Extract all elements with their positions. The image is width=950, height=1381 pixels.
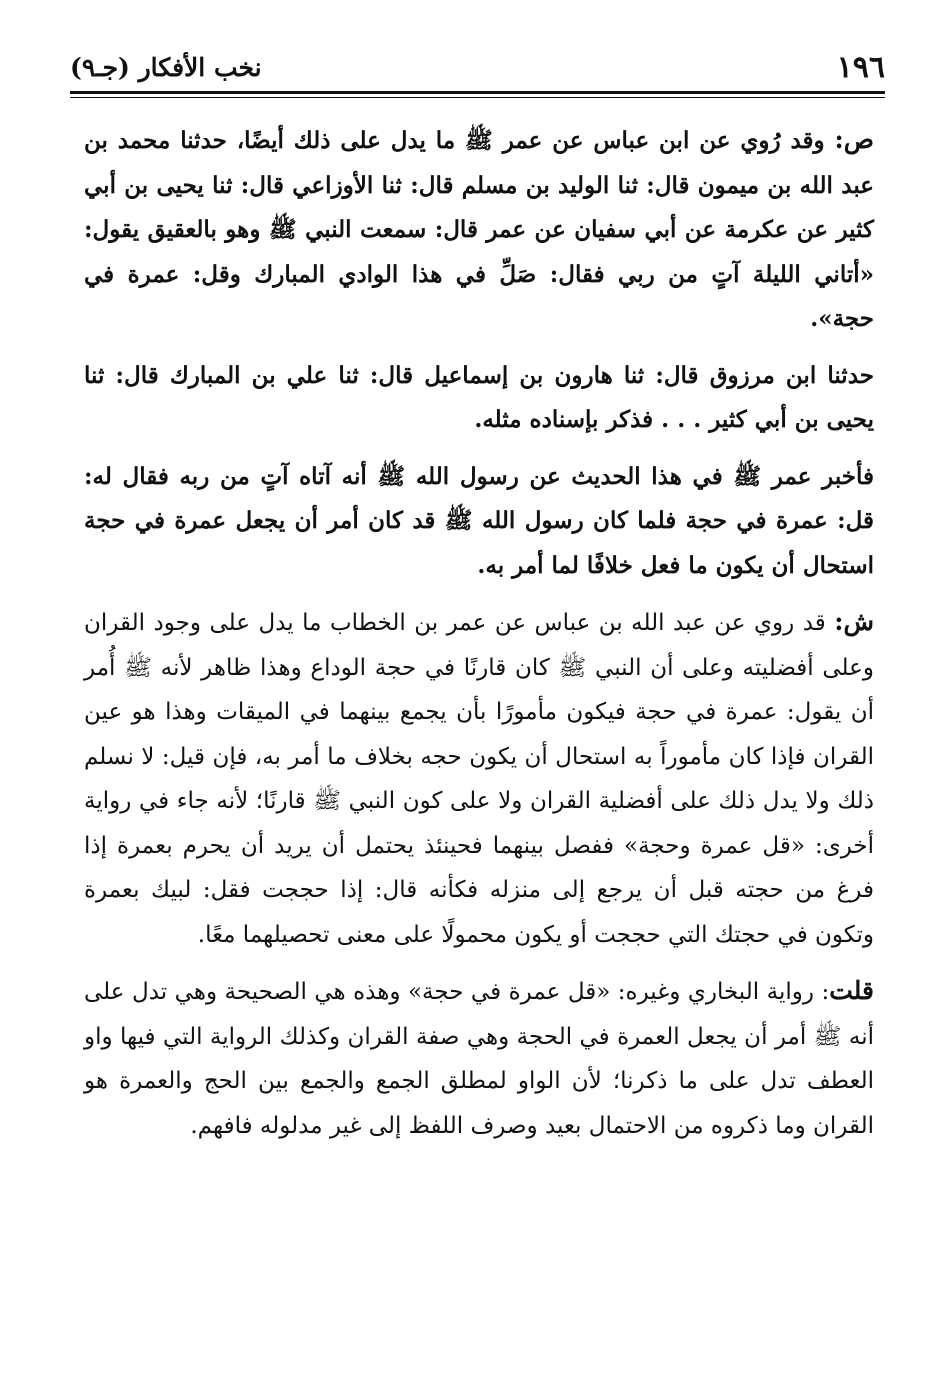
- paragraph-text: قد روي عن عبد الله بن عباس عن عمر بن الخطاب ما يدل على وجود القران وعلى أفضليته وعلى أن النبي ﷺ كان قارنًا في حجة الوداع وهذا ظاهر لأنه ﷺ أُمر أن يقول: عمرة في حجة فيكون مأمورًا بأن يجمع بينهما في الميقات وهذا هو عين القران فإذا كان مأموراً به استحال أن يكون حجه بخلاف ما أمر به، فإن قيل: لا نسلم ذلك ولا يدل ذلك على أفضلية القران ولا على كون النبي ﷺ قارنًا؛ لأنه جاء في رواية أخرى: «قل عمرة وحجة» ففصل بينهما فحينئذ يحتمل أن يريد أن يحرم بعمرة إذا فرغ من حجته قبل أن يرجع إلى منزله فكأنه قال: إذا حججت فقل: لبيك بعمرة وتكون في حجتك التي حججت أو يكون محمولًا على معنى تحصيلهما معًا.: [84, 610, 874, 948]
- paragraph-label: ص:: [834, 125, 874, 154]
- page-header: [70, 48, 885, 88]
- book-title: نخب الأفكار (جـ٩): [70, 53, 262, 82]
- page-number: ١٩٦: [836, 50, 885, 85]
- header-rule-thin: [70, 97, 885, 98]
- header-rule-thick: [70, 91, 885, 94]
- paragraph-label: قلت: [829, 976, 874, 1005]
- paragraph-matn-2: [84, 354, 874, 443]
- paragraph-text: : رواية البخاري وغيره: «قل عمرة في حجة» وهذه هي الصحيحة وهي تدل على أنه ﷺ أمر أن يجعل العمرة في الحجة وهي صفة القران وكذلك الرواية التي فيها واو العطف تدل على ما ذكرنا؛ لأن الواو لمطلق الجمع والجمع بين الحج والعمرة هو القران وما ذكروه من الاحتمال بعيد وصرف اللفظ إلى غير مدلوله فافهم.: [84, 979, 874, 1139]
- paragraph-text: فأخبر عمر ﷺ في هذا الحديث عن رسول الله ﷺ أنه آتاه آتٍ من ربه فقال له: قل: عمرة في حجة فلما كان رسول الله ﷺ قد كان أمر أن يجعل عمرة في حجة استحال أن يكون ما فعل خلافًا لما أمر به.: [84, 462, 874, 579]
- page-body: [84, 118, 874, 1148]
- paragraph-text: حدثنا ابن مرزوق قال: ثنا هارون بن إسماعيل قال: ثنا علي بن المبارك قال: ثنا يحيى بن أبي كثير . . . فذكر بإسناده مثله.: [84, 361, 874, 433]
- paragraph-matn-3: [84, 455, 874, 589]
- paragraph-sharh: [84, 600, 874, 957]
- paragraph-label: ش:: [834, 607, 874, 636]
- paragraph-qultu: [84, 969, 874, 1148]
- paragraph-matn-1: [84, 118, 874, 342]
- paragraph-text: وقد رُوي عن ابن عباس عن عمر ﷺ ما يدل على ذلك أيضًا، حدثنا محمد بن عبد الله بن ميمون قال: ثنا الوليد بن مسلم قال: ثنا الأوزاعي قال: ثنا يحيى بن أبي كثير عن عكرمة عن أبي سفيان عن عمر قال: سمعت النبي ﷺ وهو بالعقيق يقول: «أتاني الليلة آتٍ من ربي فقال: صَلِّ في هذا الوادي المبارك وقل: عمرة في حجة».: [84, 127, 874, 332]
